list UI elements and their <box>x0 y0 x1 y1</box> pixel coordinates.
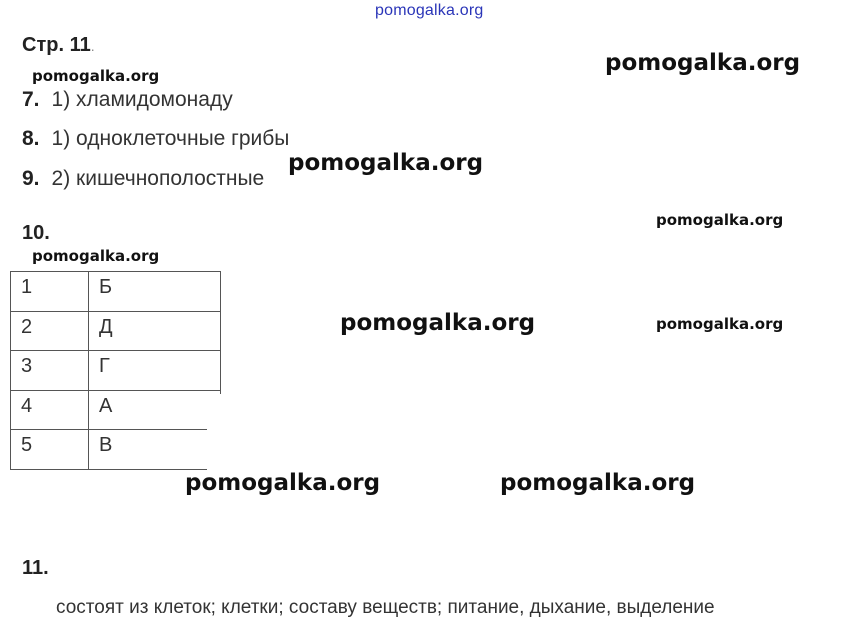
table-cell-number: 1 <box>11 272 89 312</box>
table-row <box>11 430 221 470</box>
watermark: pomogalka.org <box>32 67 160 85</box>
table-edge-mask <box>207 394 223 474</box>
matching-table <box>10 271 221 470</box>
watermark: pomogalka.org <box>656 315 784 333</box>
table-cell-letter: В <box>89 430 221 470</box>
watermark: pomogalka.org <box>656 211 784 229</box>
answer-text: 1) хламидомонаду <box>51 88 233 111</box>
answer-text: 1) одноклеточные грибы <box>51 127 290 150</box>
question-11-label: 11. <box>22 557 49 579</box>
watermark: pomogalka.org <box>32 247 160 265</box>
question-10-label: 10. <box>22 222 50 244</box>
table-cell-letter: Б <box>89 272 221 312</box>
table-cell-number: 3 <box>11 351 89 391</box>
watermark: pomogalka.org <box>340 310 536 336</box>
question-number: 7. <box>22 88 40 111</box>
answer-11-text: состоят из клеток; клетки; составу веществ; питание, дыхание, выделение <box>56 597 715 618</box>
table-cell-number: 5 <box>11 430 89 470</box>
table-row <box>11 351 221 391</box>
watermark: pomogalka.org <box>185 470 381 496</box>
table-cell-letter: А <box>89 390 221 430</box>
table-cell-number: 4 <box>11 390 89 430</box>
table-row <box>11 311 221 351</box>
watermark: pomogalka.org <box>500 470 696 496</box>
question-number: 9. <box>22 167 40 190</box>
table-row <box>11 272 221 312</box>
watermark: pomogalka.org <box>288 150 484 176</box>
table-cell-letter: Г <box>89 351 221 391</box>
answer-7 <box>22 88 233 112</box>
answer-9 <box>22 167 264 191</box>
page-title-text: Стр. 11 <box>22 34 91 56</box>
table-cell-number: 2 <box>11 311 89 351</box>
table-row <box>11 390 221 430</box>
question-number: 8. <box>22 127 40 150</box>
top-watermark: pomogalka.org <box>375 2 484 19</box>
answer-text: 2) кишечнополостные <box>51 167 265 190</box>
table-cell-letter: Д <box>89 311 221 351</box>
page-title <box>22 34 95 57</box>
watermark: pomogalka.org <box>605 50 801 76</box>
page-title-dot: . <box>90 38 95 54</box>
answer-8 <box>22 127 289 151</box>
